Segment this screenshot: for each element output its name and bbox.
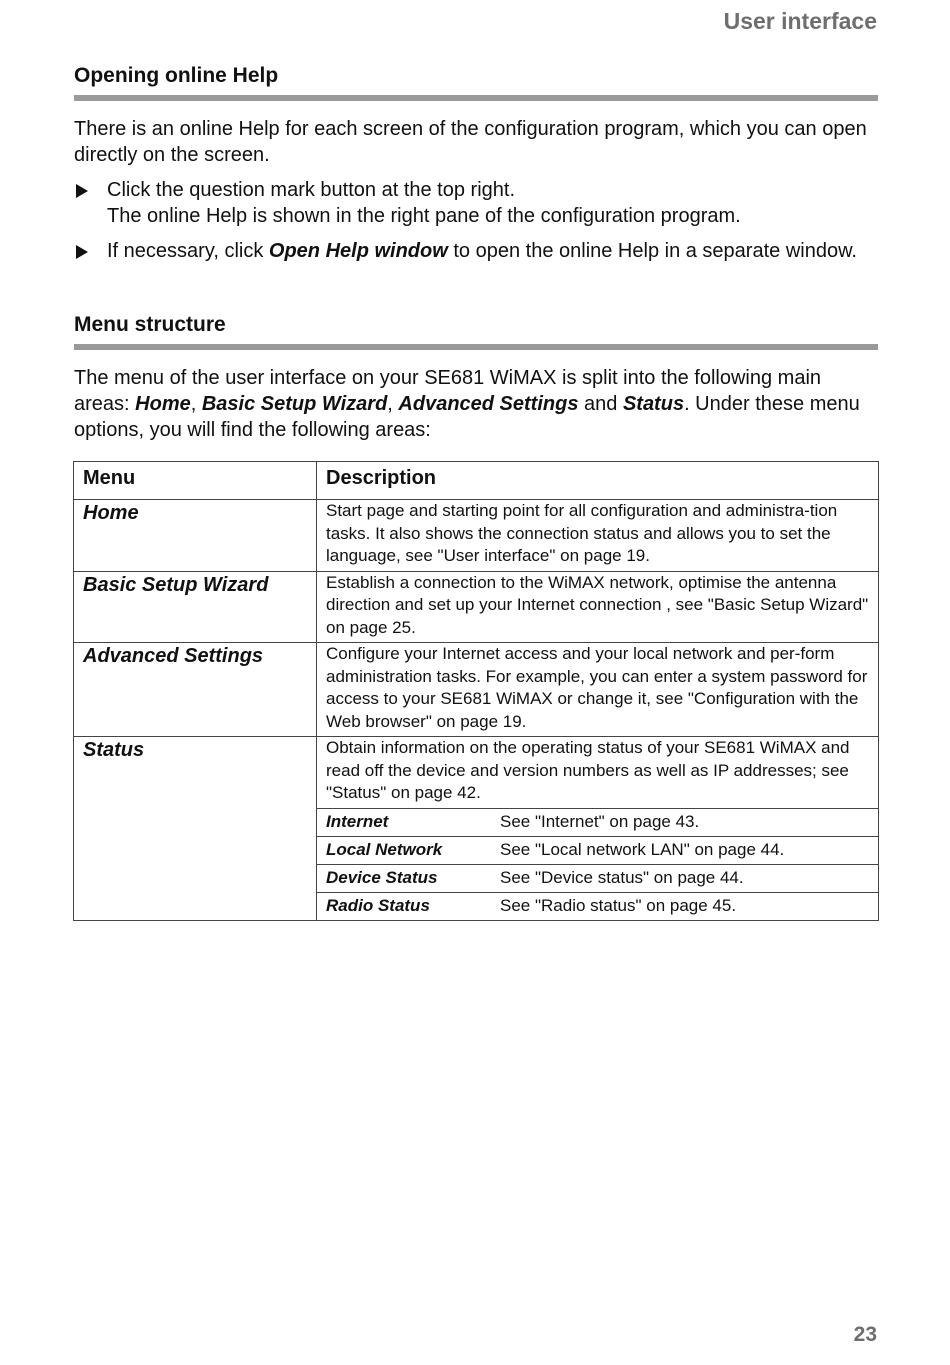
row-description: Establish a connection to the WiMAX network, optimise the antenna direction and set up your Internet connection , see "Basic Setup Wizard" on page 25. xyxy=(317,571,879,643)
menu-intro-post: . Under these menu options, you will find the following areas: xyxy=(74,393,860,441)
help-step-2-pre: If necessary, click xyxy=(107,240,269,262)
status-subitem xyxy=(317,892,878,920)
area-status: Status xyxy=(622,393,685,415)
menu-structure-table xyxy=(73,461,879,921)
table-row xyxy=(74,643,879,737)
running-head-title: User interface xyxy=(723,8,877,34)
area-basic-setup-wizard: Basic Setup Wizard xyxy=(201,393,388,415)
table-row xyxy=(74,737,879,921)
separator: and xyxy=(578,393,623,415)
column-header-menu: Menu xyxy=(74,462,317,500)
menu-section xyxy=(74,312,878,443)
status-subitem-ref: See "Radio status" on page 45. xyxy=(500,895,737,915)
bullet-arrow-icon xyxy=(76,245,88,259)
status-subitem-name: Device Status xyxy=(326,867,438,887)
column-header-description: Description xyxy=(317,462,879,500)
help-section-title: Opening online Help xyxy=(74,64,279,87)
separator: , xyxy=(190,393,202,415)
status-subitem-name: Local Network xyxy=(326,839,443,859)
help-step-1-line-2: The online Help is shown in the right pane of the configuration program. xyxy=(107,205,741,227)
area-home: Home xyxy=(135,393,191,415)
help-step-1-line-1: Click the question mark button at the top right. xyxy=(107,179,515,201)
help-step-1 xyxy=(74,177,878,229)
status-subitem-ref: See "Internet" on page 43. xyxy=(500,811,700,831)
row-description: Configure your Internet access and your local network and per-form administration tasks. For example, you can enter a system password for access to your SE681 WiMAX or change it, see "Configuration with the Web browser" on page 19. xyxy=(317,643,879,737)
row-description-status xyxy=(317,737,879,921)
status-subitem xyxy=(317,808,878,836)
menu-intro xyxy=(74,365,878,443)
status-subitem xyxy=(317,864,878,892)
open-help-window-term: Open Help window xyxy=(268,240,448,262)
row-description: Start page and starting point for all configuration and administra-tion tasks. It also shows the connection status and allows you to set the language, see "User interface" on page 19. xyxy=(317,500,879,572)
table-header-row xyxy=(74,462,879,500)
help-step-2-post: to open the online Help in a separate window. xyxy=(447,240,857,262)
status-subitem xyxy=(317,836,878,864)
status-subitem-name: Internet xyxy=(326,811,389,831)
help-section xyxy=(74,63,878,264)
menu-section-title: Menu structure xyxy=(74,313,226,336)
section-rule xyxy=(74,95,878,101)
table-row xyxy=(74,500,879,572)
row-menu-name: Status xyxy=(74,737,317,921)
help-intro: There is an online Help for each screen of the configuration program, which you can open directly on the screen. xyxy=(74,118,867,166)
table-row xyxy=(74,571,879,643)
menu-intro-pre: The menu of the user interface on your SE681 WiMAX is split into the following main areas: xyxy=(74,367,822,415)
section-rule xyxy=(74,344,878,350)
row-description: Obtain information on the operating status of your SE681 WiMAX and read off the device and version numbers as well as IP addresses; see "Status" on page 42. xyxy=(326,738,850,802)
bullet-arrow-icon xyxy=(76,184,88,198)
page-number: 23 xyxy=(853,1323,877,1346)
row-menu-name: Advanced Settings xyxy=(74,643,317,737)
help-step-2 xyxy=(74,238,878,264)
status-subitem-ref: See "Device status" on page 44. xyxy=(500,867,744,887)
area-advanced-settings: Advanced Settings xyxy=(398,393,579,415)
row-menu-name: Basic Setup Wizard xyxy=(74,571,317,643)
status-subitem-ref: See "Local network LAN" on page 44. xyxy=(500,839,785,859)
separator: , xyxy=(387,393,399,415)
status-subitem-name: Radio Status xyxy=(326,895,430,915)
row-menu-name: Home xyxy=(74,500,317,572)
